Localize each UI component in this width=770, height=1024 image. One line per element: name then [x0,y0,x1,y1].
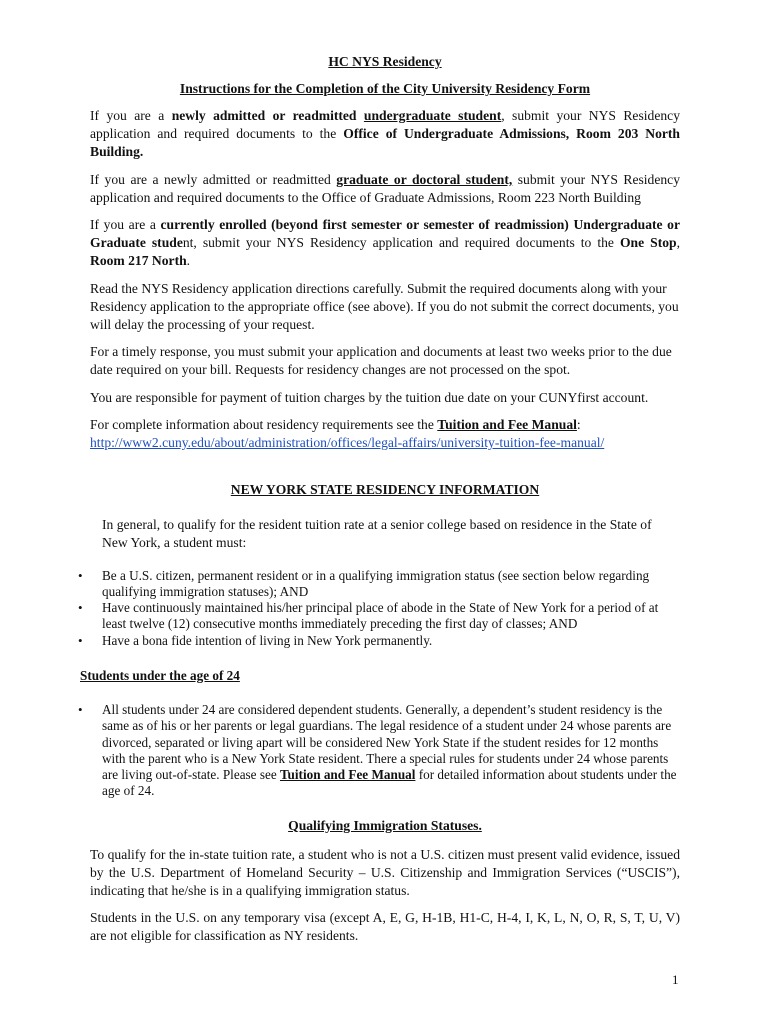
nys-intro-text: In general, to qualify for the resident tuition rate at a senior college based on residence in the State of New York, a student must: [102,517,652,550]
under-24-heading: Students under the age of 24 [80,668,240,683]
bullet-marker: • [78,633,83,648]
bullet-marker: • [78,568,83,583]
immigration-paragraph-evidence: To qualify for the in-state tuition rate, a student who is not a U.S. citizen must present valid evidence, issued by the U.S. Department of Homeland Security – U.S. Citizenship and Immigration Services (“USCIS”), indicating that he/she is in a qualifying immigration status. [90,847,680,898]
intro-paragraph-payment: You are responsible for payment of tuition charges by the tuition due date on your CUNYfirst account. [90,390,649,405]
immigration-heading: Qualifying Immigration Statuses. [288,818,482,833]
intro-paragraph-timely: For a timely response, you must submit your application and documents at least two weeks prior to the due date required on your bill. Requests for residency changes are not processed on the spot. [90,344,672,377]
document-title: HC NYS Residency [328,54,442,69]
page-number: 1 [672,972,679,987]
requirement-item: Have a bona fide intention of living in New York permanently. [102,633,433,648]
document-subtitle: Instructions for the Completion of the City University Residency Form [179,81,591,96]
intro-paragraph-undergrad: If you are a newly admitted or readmitted undergraduate student, submit your NYS Residency application and required documents to the Office of Undergraduate Admissions, Room 203 North Building. [90,108,680,159]
requirement-item: Be a U.S. citizen, permanent resident or in a qualifying immigration status (see section below regarding qualifying immigration statuses); AND [102,568,650,600]
requirement-item: Have continuously maintained his/her principal place of abode in the State of New York for a period of at least twelve (12) consecutive months immediately preceding the first day of classes; AND [102,600,659,632]
intro-paragraph-graduate: If you are a newly admitted or readmitted graduate or doctoral student, submit your NYS Residency application and required documents to the Office of Graduate Admissions, Room 223 North Building [90,172,681,205]
tuition-fee-manual-ref: Tuition and Fee Manual [437,417,577,432]
intro-paragraph-enrolled: If you are a currently enrolled (beyond first semester or semester of readmission) Undergraduate or Graduate student, submit your NYS Residency application and required documents to the One Stop, Room 217 North. [90,217,680,268]
bullet-marker: • [78,600,83,615]
nys-residency-heading: NEW YORK STATE RESIDENCY INFORMATION [230,482,540,497]
immigration-paragraph-visa: Students in the U.S. on any temporary visa (except A, E, G, H-1B, H1-C, H-4, I, K, L, N, O, R, S, T, U, V) are not eligible for classification as NY residents. [90,910,680,943]
tuition-fee-manual-link[interactable]: http://www2.cuny.edu/about/administration/offices/legal-affairs/university-tuition-fee-manual/ [90,435,605,450]
under-24-item: All students under 24 are considered dependent students. Generally, a dependent’s student residency is the same as of his or her parents or legal guardians. The legal residence of a student under 24 whose parents are divorced, separated or living apart will be considered New York State if the student resides for 12 months with the parent who is a New York State resident. There a special rules for students under 24 whose parents are living out-of-state. Please see Tuition and Fee Manual for detailed information about students under the age of 24. [102,702,677,799]
intro-paragraph-directions: Read the NYS Residency application directions carefully. Submit the required documents along with your Residency application to the appropriate office (see above). If you do not submit the correct documents, you will delay the processing of your request. [90,281,679,332]
intro-paragraph-complete-info: For complete information about residency requirements see the Tuition and Fee Manual: http://www2.cuny.edu/about/administration/offices/legal-affairs/university-tuition-fee-manual/ [90,417,605,450]
bullet-marker: • [78,702,83,717]
